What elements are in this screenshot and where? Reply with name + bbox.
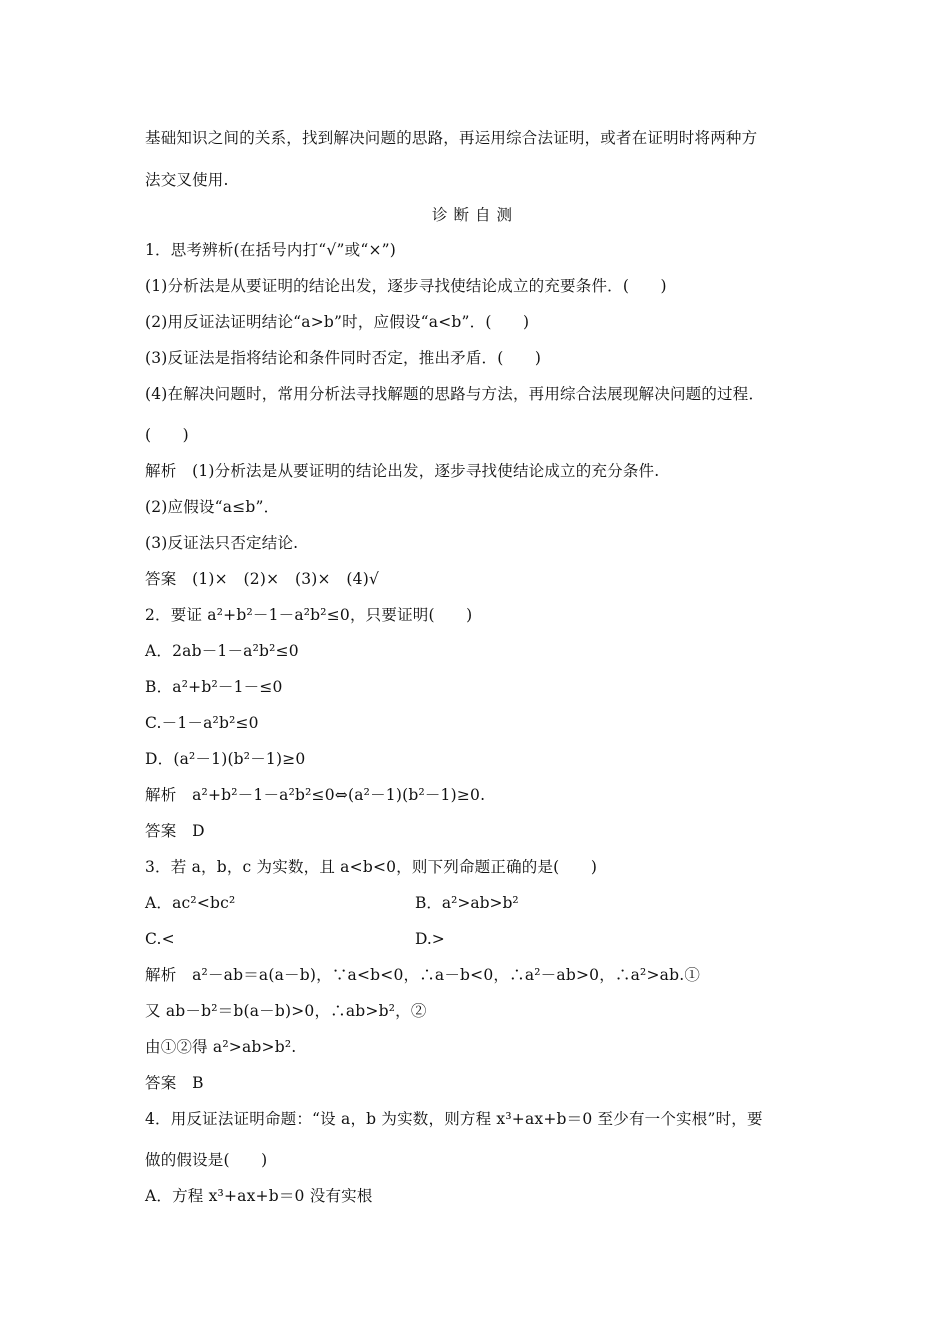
q3-option-c: C.< — [145, 930, 175, 948]
q2-option-c: C.－1－a²b²≤0 — [145, 714, 259, 732]
q3-analysis-2: 又 ab－b²＝b(a－b)>0，∴ab>b²，② — [145, 1002, 427, 1020]
intro-line-2: 法交叉使用. — [145, 171, 229, 189]
q1-item-2: (2)用反证法证明结论“a>b”时，应假设“a<b”．( ) — [145, 313, 530, 331]
q1-answer: 答案 (1)× (2)× (3)× (4)√ — [145, 570, 380, 588]
q1-item-1: (1)分析法是从要证明的结论出发，逐步寻找使结论成立的充要条件．( ) — [145, 277, 667, 295]
q3-option-b: B．a²>ab>b² — [415, 894, 519, 912]
q1-stem: 1．思考辨析(在括号内打“√”或“×”) — [145, 241, 397, 259]
section-title: 诊断自测 — [431, 206, 518, 224]
q1-analysis-2: (2)应假设“a≤b”． — [145, 498, 280, 516]
q1-analysis-1: 解析 (1)分析法是从要证明的结论出发，逐步寻找使结论成立的充分条件. — [145, 462, 660, 480]
q3-answer: 答案 B — [145, 1074, 204, 1092]
q3-analysis-1: 解析 a²－ab＝a(a－b)，∵a<b<0，∴a－b<0，∴a²－ab>0，∴a²>ab.① — [145, 966, 701, 984]
q2-answer: 答案 D — [145, 822, 205, 840]
q4-stem-line-1: 4．用反证法证明命题：“设 a，b 为实数，则方程 x³+ax+b＝0 至少有一个实根”时，要 — [145, 1110, 763, 1128]
q4-option-a: A．方程 x³+ax+b＝0 没有实根 — [145, 1187, 373, 1205]
q1-item-4: (4)在解决问题时，常用分析法寻找解题的思路与方法，再用综合法展现解决问题的过程． — [145, 385, 765, 403]
q1-analysis-3: (3)反证法只否定结论. — [145, 534, 299, 552]
q1-item-4-paren: ( ) — [145, 426, 189, 444]
q1-item-3: (3)反证法是指将结论和条件同时否定，推出矛盾．( ) — [145, 349, 542, 367]
q2-analysis: 解析 a²+b²－1－a²b²≤0⇔(a²－1)(b²－1)≥0. — [145, 786, 486, 804]
q2-stem: 2．要证 a²+b²－1－a²b²≤0，只要证明( ) — [145, 606, 473, 624]
q3-option-d: D.> — [415, 930, 445, 948]
q3-stem: 3．若 a，b，c 为实数，且 a<b<0，则下列命题正确的是( ) — [145, 858, 598, 876]
q3-option-a: A．ac²<bc² — [145, 894, 236, 912]
q2-option-a: A．2ab－1－a²b²≤0 — [145, 642, 299, 660]
intro-line-1: 基础知识之间的关系，找到解决问题的思路，再运用综合法证明，或者在证明时将两种方 — [145, 129, 758, 147]
q2-option-b: B．a²+b²－1－≤0 — [145, 678, 283, 696]
q3-analysis-3: 由①②得 a²>ab>b². — [145, 1038, 297, 1056]
q2-option-d: D．(a²－1)(b²－1)≥0 — [145, 750, 306, 768]
q4-stem-line-2: 做的假设是( ) — [145, 1151, 268, 1169]
